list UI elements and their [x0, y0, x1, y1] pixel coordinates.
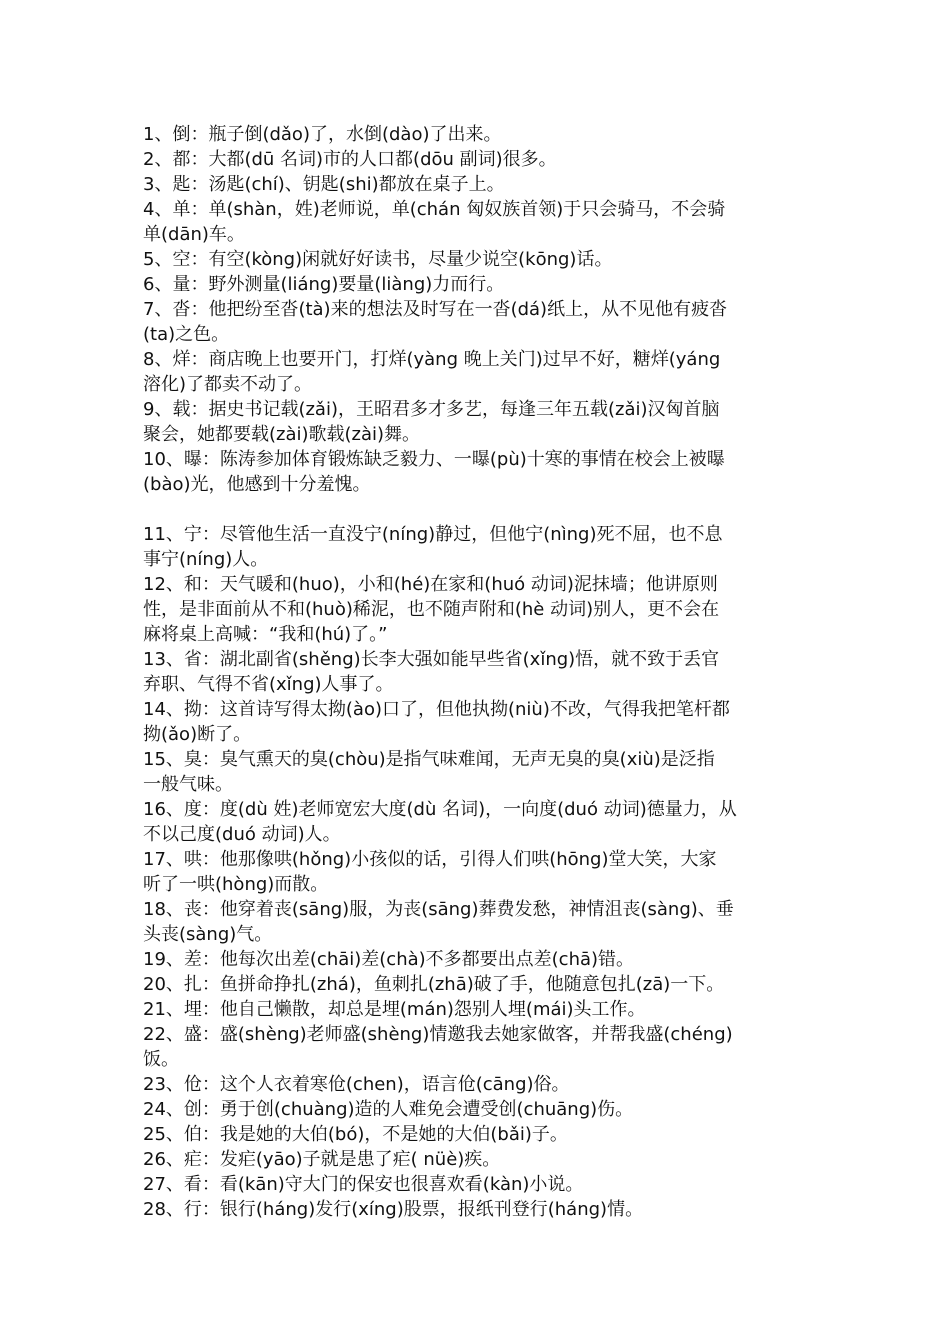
text-line: 8、烊：商店晚上也要开门，打烊(yàng 晚上关门)过早不好，糖烊(yáng [143, 349, 721, 370]
text-line: 16、度：度(dù 姓)老师宽宏大度(dù 名词)，一向度(duó 动词)德量力，从 [143, 799, 737, 820]
text-line: 19、差：他每次出差(chāi)差(chà)不多都要出点差(chā)错。 [143, 949, 635, 970]
text-line: 12、和：天气暖和(huo)，小和(hé)在家和(huó 动词)泥抹墙；他讲原则 [143, 574, 718, 595]
text-line: 18、丧：他穿着丧(sāng)服，为丧(sāng)葬费发愁，神情沮丧(sàng)、垂 [143, 899, 734, 920]
text-line: 1、倒：瓶子倒(dǎo)了，水倒(dào)了出来。 [143, 124, 502, 145]
text-line: 拗(ǎo)断了。 [143, 724, 252, 745]
text-line: 13、省：湖北副省(shěng)长李大强如能早些省(xǐng)悟，就不致于丢官 [143, 649, 720, 670]
text-line: 23、伧：这个人衣着寒伧(chen)，语言伧(cāng)俗。 [143, 1074, 570, 1095]
text-line: 聚会，她都要载(zài)歌载(zài)舞。 [143, 424, 421, 445]
text-line: 14、拗：这首诗写得太拗(ào)口了，但他执拗(niù)不改，气得我把笔杆都 [143, 699, 730, 720]
text-line: 27、看：看(kān)守大门的保安也很喜欢看(kàn)小说。 [143, 1174, 584, 1195]
entries-group-11-28 [143, 522, 811, 1222]
text-line: 9、载：据史书记载(zǎi)，王昭君多才多艺，每逢三年五载(zǎi)汉匈首脑 [143, 399, 720, 420]
text-line: 15、臭：臭气熏天的臭(chòu)是指气味难闻，无声无臭的臭(xiù)是泛指 [143, 749, 715, 770]
text-line: 事宁(níng)人。 [143, 549, 269, 570]
text-line: 溶化)了都卖不动了。 [143, 374, 313, 395]
text-line: 2、都：大都(dū 名词)市的人口都(dōu 副词)很多。 [143, 149, 557, 170]
text-line: 单(dān)车。 [143, 224, 245, 245]
text-line: (ta)之色。 [143, 324, 230, 345]
text-line: 听了一哄(hòng)而散。 [143, 874, 329, 895]
text-line: 性，是非面前从不和(huò)稀泥，也不随声附和(hè 动词)别人，更不会在 [143, 599, 720, 620]
text-line: 24、创：勇于创(chuàng)造的人难免会遭受创(chuāng)伤。 [143, 1099, 634, 1120]
text-line: 头丧(sàng)气。 [143, 924, 273, 945]
text-line: 5、空：有空(kòng)闲就好好读书，尽量少说空(kōng)话。 [143, 249, 613, 270]
text-line: 6、量：野外测量(liáng)要量(liàng)力而行。 [143, 274, 505, 295]
text-line: 7、沓：他把纷至沓(tà)来的想法及时写在一沓(dá)纸上，从不见他有疲沓 [143, 299, 728, 320]
text-line: 21、埋：他自己懒散，却总是埋(mán)怨别人埋(mái)头工作。 [143, 999, 646, 1020]
text-line: 弃职、气得不省(xǐng)人事了。 [143, 674, 394, 695]
text-line: 26、疟：发疟(yāo)子就是患了疟( nüè)疾。 [143, 1149, 501, 1170]
text-line: 17、哄：他那像哄(hǒng)小孩似的话，引得人们哄(hōng)堂大笑，大家 [143, 849, 717, 870]
text-line: 饭。 [143, 1049, 179, 1070]
paragraph-gap [143, 497, 811, 522]
text-line: 麻将桌上高喊：“我和(hú)了。” [143, 624, 388, 645]
text-line: 3、匙：汤匙(chí)、钥匙(shi)都放在桌子上。 [143, 174, 505, 195]
text-line: (bào)光，他感到十分羞愧。 [143, 474, 371, 495]
entries-group-1-10 [143, 122, 811, 497]
document-body [143, 122, 811, 1222]
text-line: 4、单：单(shàn，姓)老师说，单(chán 匈奴族首领)于只会骑马，不会骑 [143, 199, 726, 220]
text-line: 10、曝：陈涛参加体育锻炼缺乏毅力、一曝(pù)十寒的事情在校会上被曝 [143, 449, 725, 470]
text-line: 25、伯：我是她的大伯(bó)，不是她的大伯(bǎi)子。 [143, 1124, 568, 1145]
text-line: 一般气味。 [143, 774, 233, 795]
text-line: 28、行：银行(háng)发行(xíng)股票，报纸刊登行(háng)情。 [143, 1199, 644, 1220]
text-line: 20、扎：鱼拼命挣扎(zhá)，鱼刺扎(zhā)破了手，他随意包扎(zā)一下。 [143, 974, 725, 995]
text-line: 22、盛：盛(shèng)老师盛(shèng)情邀我去她家做客，并帮我盛(chéng) [143, 1024, 733, 1045]
text-line: 11、宁：尽管他生活一直没宁(níng)静过，但他宁(nìng)死不屈，也不息 [143, 524, 723, 545]
text-line: 不以己度(duó 动词)人。 [143, 824, 341, 845]
